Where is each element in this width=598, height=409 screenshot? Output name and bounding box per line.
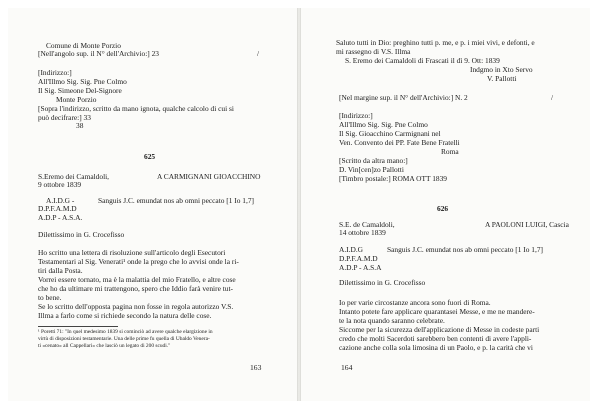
text-line: 38 [76, 121, 84, 130]
text-line: D. Vin[cen]zo Pallotti [339, 165, 404, 174]
body-line: Siccome per la sicurezza dell'applicazione di Messe in codeste parti [339, 325, 540, 334]
body-line: Ho scritto una lettera di risoluzione sull'articolo degli Esecutori [38, 248, 226, 257]
letter-date: 14 ottobre 1839 [339, 228, 386, 237]
body-line: Testamentari al Sig. Venerati¹ onde la prego che lo avvisi onde la ri- [38, 257, 239, 266]
page-number: 164 [341, 363, 353, 372]
salutation: Dilettissimo in G. Crocefisso [339, 278, 426, 287]
archive-mark: / [257, 49, 260, 58]
letter-recipient: A CARMIGNANI GIOACCHINO [157, 172, 261, 181]
invocation-line: A.D.P - A.S.A. [38, 213, 83, 222]
invocation-line: D.P.F.A.M.D [38, 204, 77, 213]
invocation-line: A.D.P - A.S.A [339, 263, 382, 272]
right-page [301, 8, 590, 401]
archive-note: [Nel margine sup. il N° dell'Archivio:] N. 2 [339, 93, 468, 102]
body-line: te la nota quando saranno celebrate. [339, 316, 445, 325]
signature-line: Indgmo in Xto Servo [470, 65, 533, 74]
invocation-line: A.I.D.G [339, 245, 364, 254]
text-line: [Sopra l'indirizzo, scritto da mano ignota, qualche calcolo di cui si [38, 104, 234, 113]
signature-name: V. Pallotti [487, 74, 517, 83]
footnote-line: ¹ Poretti 71: "In quel medesimo 1839 si cominciò ad avere qualche elargizione in [38, 329, 213, 335]
text-line: S. Eremo dei Camaldoli di Frascati il dì 9. Ott: 1839 [345, 56, 500, 65]
text-line: [Indirizzo:] [38, 68, 72, 77]
text-line: All'Illmo Sig. Sig. Pne Colmo [339, 120, 428, 129]
invocation-text: Sanguis J.C. emundat nos ab omni peccato [1 Io 1,7] [98, 196, 254, 205]
letter-date: 9 ottobre 1839 [38, 180, 82, 189]
footnote-line: virtù di disposizioni testamentarie. Una delle prime fu quella di Ubaldo Venera- [38, 336, 210, 342]
archive-mark: / [551, 93, 554, 102]
text-line: Roma [441, 147, 459, 156]
letter-recipient: A PAOLONI LUIGI, Cascia [485, 220, 569, 229]
left-page [8, 8, 297, 401]
invocation-line: A.I.D.G - [46, 196, 75, 205]
body-line: cazione anche colla sola limosina di un Paolo, e p. la carità che vi [339, 343, 533, 352]
letter-number: 625 [144, 152, 156, 161]
text-line: All'Illmo Sig. Sig. Pne Colmo [38, 77, 127, 86]
body-line: Illma a farlo come si richiede secondo la natura delle cose. [38, 311, 212, 320]
invocation-text: Sanguis J.C. emundat nos ab omni peccato [1 Io 1,7] [387, 245, 543, 254]
salutation: Dilettissimo in G. Crocefisso [38, 230, 125, 239]
text-line: Comune di Monte Porzio [46, 41, 121, 50]
archive-note: [Nell'angolo sup. il N° dell'Archivio:] 23 [38, 49, 159, 58]
letter-place: S.E. de Camaldoli, [339, 220, 395, 229]
text-line: Ven. Convento dei PP. Fate Bene Fratelli [339, 138, 460, 147]
footnote-rule [38, 326, 118, 327]
footnote-line: ti «cenato» all Cappellari» che lasciò un legato di 200 scudi." [38, 343, 171, 349]
text-line: Il Sig. Simeone Del-Signore [38, 86, 122, 95]
letter-place: S.Eremo dei Camaldoli, [38, 172, 110, 181]
invocation-line: D.P.F.A.M.D [339, 254, 378, 263]
body-line: to bene. [38, 293, 62, 302]
text-line: Saluto tutti in Dio: preghino tutti p. me, e p. i miei vivi, e defonti, e [336, 38, 535, 47]
text-line: [Scritto da altra mano:] [339, 156, 408, 165]
text-line: Il Sig. Gioacchino Carmignani nel [339, 129, 441, 138]
body-line: Vorrei essere tornato, ma è la malattia del mio Fratello, e altre cose [38, 275, 236, 284]
letter-number: 626 [437, 204, 449, 213]
text-line: Monte Porzio [56, 95, 97, 104]
text-line: mi rassegno di V.S. Illma [336, 47, 411, 56]
body-line: Io per varie circostanze ancora sono fuori di Roma. [339, 298, 491, 307]
page-number: 163 [250, 363, 262, 372]
text-line: [Timbro postale:] ROMA OTT 1839 [339, 174, 447, 183]
body-line: tiri dalla Posta. [38, 266, 83, 275]
body-line: che ho da ultimare mi trattengono, spero che Iddio farà venire tut- [38, 284, 233, 293]
body-line: credo che molti Sacerdoti sarebbero ben contenti di avere l'appli- [339, 334, 532, 343]
text-line: [Indirizzo:] [339, 111, 373, 120]
body-line: Se lo scritto dell'opposta pagina non fosse in regola autorizzo V.S. [38, 302, 234, 311]
text-line: può decifrare:] 33 [38, 113, 91, 122]
body-line: Intanto potete fare applicare quarantasei Messe, e me ne mandere- [339, 307, 535, 316]
